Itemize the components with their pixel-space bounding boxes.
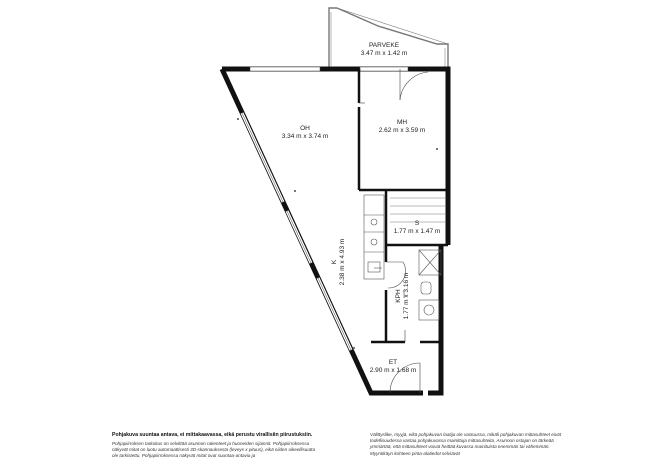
room-dims-mh: 2.62 m x 3.59 m [378, 127, 426, 134]
room-dims-k: 2.38 m x 4.93 m [339, 238, 346, 286]
room-dims-et: 2.90 m x 1.68 m [369, 367, 417, 374]
disclaimer-text-right: Välittyslike, myyjä, eikä pohjakuvan laatija ole vastuussa, mikäli pohjakuvan mittasuhteet eivät todellisuudessa vastaa pohjakuvassa mainittuja mittasuhteita. Asunnon ostajan on tärkeää ymmärtää, että mittasuhteet voivat heittää kuvassa mainituista enemmän tai vähemmän. Myyntikäyn kohteen pinta-alatiedot selviävät [370, 432, 561, 456]
room-dims-parveke: 3.47 m x 1.42 m [360, 50, 408, 57]
footer-left [112, 432, 322, 460]
room-dims-oh: 3.34 m x 3.74 m [281, 133, 329, 140]
window-slanted-lines [242, 113, 351, 350]
room-name-oh: OH [300, 125, 310, 132]
kitchen-fixtures [364, 195, 384, 279]
room-name-k: K [331, 259, 338, 265]
room-dims-s: 1.77 m x 1.47 m [393, 228, 441, 235]
room-labels [282, 42, 441, 374]
disclaimer-title: Pohjakuva suuntaa antava, ei mittakaavassa, eikä perustu virallisiin piirustuksiin. [112, 432, 313, 438]
room-name-mh: MH [396, 119, 408, 126]
room-name-et: ET [388, 359, 398, 366]
footer-right [370, 432, 570, 457]
room-name-s: S [414, 220, 420, 227]
room-dims-kph: 1.77 m x 3.16 m [403, 272, 410, 320]
balcony-outline [329, 8, 448, 72]
disclaimer-text-left: Pohjapiirroksen tarkoitus on selvittää asunnon rakenteet ja huoneiden sijainnit. Pohjapiirroksessa näkyvät mitat on luotu automaattisesti 3D-skannauksesta (leveys x pituus), eikä niiden oikeellisuutta ole tarkistettu. Pohjapiirroksessa näkyvät mitat ovat suuntaa-antavia ja [112, 441, 315, 459]
balcony-door [400, 69, 428, 100]
storage-shelves [390, 198, 446, 222]
room-name-parveke: PARVEKE [368, 42, 400, 49]
room-name-kph: KPH [395, 289, 402, 303]
